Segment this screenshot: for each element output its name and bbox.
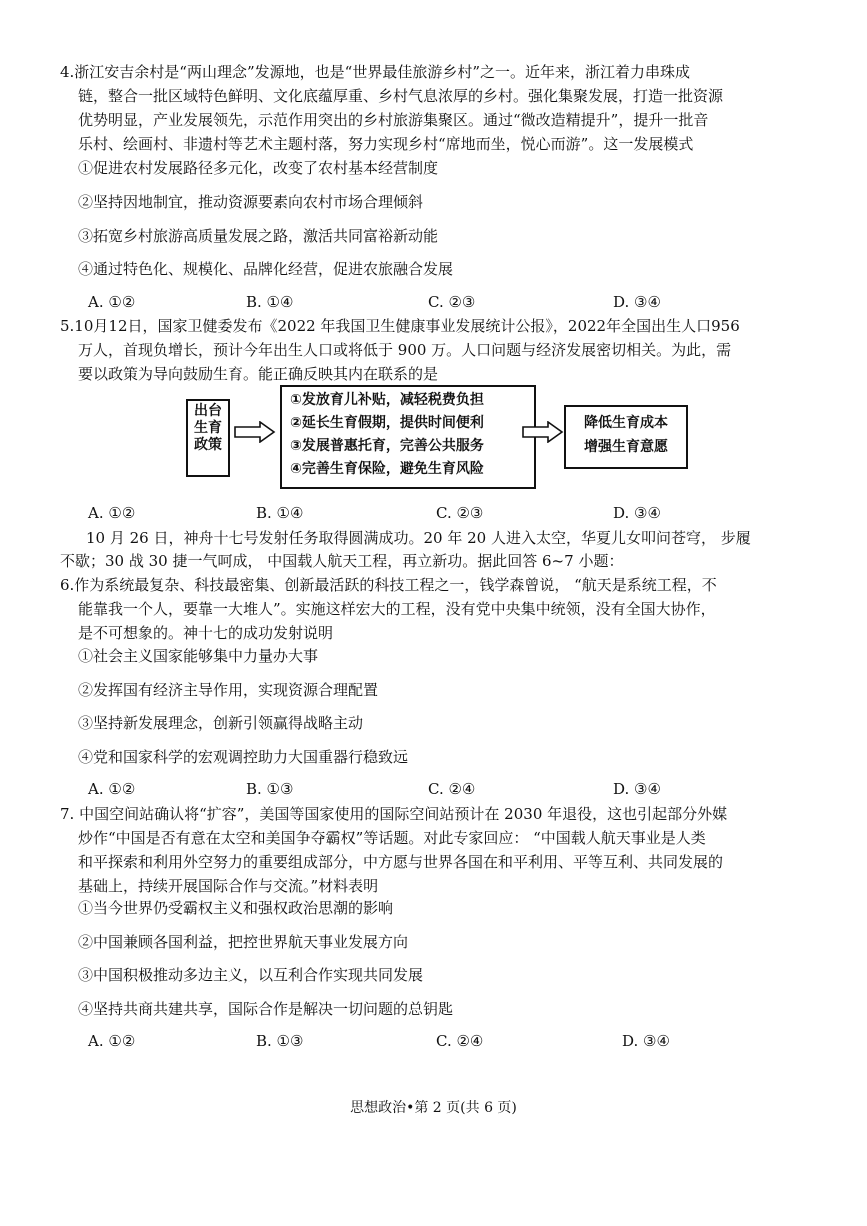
q5-stem-line-3: 要以政策为导向鼓励生育。能正确反映其内在联系的是	[78, 365, 439, 383]
diagram-measure-2: ②延长生育假期，提供时间便利	[290, 415, 484, 431]
q5-option-a[interactable]: A. ①②	[88, 504, 136, 522]
q6-item-2: ②发挥国有经济主导作用，实现资源合理配置	[78, 681, 379, 699]
q7-option-c[interactable]: C. ②④	[436, 1032, 484, 1050]
q7-item-4: ④坚持共商共建共享，国际合作是解决一切问题的总钥匙	[78, 1000, 454, 1018]
q4-stem-line-1: 4.浙江安吉余村是“两山理念”发源地，也是“世界最佳旅游乡村”之一。近年来，浙江着力串珠成	[60, 63, 690, 81]
q7-options	[88, 1031, 768, 1051]
policy-flow-diagram	[186, 385, 686, 485]
q4-item-4: ④通过特色化、规模化、品牌化经营，促进农旅融合发展	[78, 260, 454, 278]
diagram-measure-3: ③发展普惠托育，完善公共服务	[290, 438, 484, 454]
q5-option-c[interactable]: C. ②③	[436, 504, 484, 522]
q4-item-1: ①促进农村发展路径多元化，改变了农村基本经营制度	[78, 159, 439, 177]
q6-options	[88, 779, 768, 799]
diagram-measures-box	[280, 385, 536, 489]
q6-stem-line-1: 6.作为系统最复杂、科技最密集、创新最活跃的科技工程之一，钱学森曾说， “航天是系统工程，不	[60, 576, 717, 594]
q5-stem-line-1: 5.10月12日，国家卫健委发布《2022 年我国卫生健康事业发展统计公报》，2022年全国出生人口956	[60, 317, 740, 335]
q5-option-b[interactable]: B. ①④	[256, 504, 304, 522]
q7-stem-line-2: 炒作“中国是否有意在太空和美国争夺霸权”等话题。对此专家回应： “中国载人航天事业是人类	[78, 829, 706, 847]
q7-item-2: ②中国兼顾各国利益，把控世界航天事业发展方向	[78, 933, 409, 951]
diagram-result-2: 增强生育意愿	[584, 439, 668, 455]
diagram-measure-4: ④完善生育保险，避免生育风险	[290, 461, 484, 477]
arrow-right-icon	[522, 421, 564, 443]
q7-item-1: ①当今世界仍受霸权主义和强权政治思潮的影响	[78, 899, 394, 917]
q4-option-d[interactable]: D. ③④	[613, 293, 661, 311]
q4-option-b[interactable]: B. ①④	[246, 293, 294, 311]
q4-stem-line-4: 乐村、绘画村、非遗村等艺术主题村落，努力实现乡村“席地而坐，悦心而游”。这一发展模式	[78, 135, 694, 153]
diagram-policy-box: 出台生育政策	[186, 399, 230, 477]
q7-option-d[interactable]: D. ③④	[622, 1032, 670, 1050]
q7-option-a[interactable]: A. ①②	[88, 1032, 136, 1050]
q6-item-4: ④党和国家科学的宏观调控助力大国重器行稳致远	[78, 748, 409, 766]
q7-item-3: ③中国积极推动多边主义，以互利合作实现共同发展	[78, 966, 424, 984]
q6-stem-line-3: 是不可想象的。神十七的成功发射说明	[78, 624, 334, 642]
q4-stem-line-3: 优势明显，产业发展领先，示范作用突出的乡村旅游集聚区。通过“微改造精提升”，提升一批音	[78, 111, 709, 129]
intro-line-2: 不歇；30 战 30 捷一气呵成， 中国载人航天工程，再立新功。据此回答 6~7 小题：	[60, 552, 624, 570]
arrow-right-icon	[234, 421, 276, 443]
page-footer: 思想政治•第 2 页(共 6 页)	[350, 1100, 517, 1116]
diagram-measure-1: ①发放育儿补贴，减轻税费负担	[290, 392, 484, 408]
q4-stem-line-2: 链，整合一批区域特色鲜明、文化底蕴厚重、乡村气息浓厚的乡村。强化集聚发展，打造一批资源	[78, 87, 724, 105]
diagram-result-1: 降低生育成本	[584, 415, 668, 431]
q6-item-3: ③坚持新发展理念，创新引领赢得战略主动	[78, 714, 364, 732]
q4-options	[88, 292, 768, 312]
q4-option-c[interactable]: C. ②③	[428, 293, 476, 311]
q6-option-a[interactable]: A. ①②	[88, 780, 136, 798]
q4-option-a[interactable]: A. ①②	[88, 293, 136, 311]
q7-stem-line-3: 和平探索和利用外空努力的重要组成部分，中方愿与世界各国在和平利用、平等互利、共同发展的	[78, 853, 724, 871]
diagram-result-box	[564, 405, 688, 469]
q6-option-d[interactable]: D. ③④	[613, 780, 661, 798]
q5-option-d[interactable]: D. ③④	[613, 504, 661, 522]
q5-options	[88, 503, 768, 523]
q4-item-3: ③拓宽乡村旅游高质量发展之路，激活共同富裕新动能	[78, 227, 439, 245]
q6-option-c[interactable]: C. ②④	[428, 780, 476, 798]
q4-item-2: ②坚持因地制宜，推动资源要素向农村市场合理倾斜	[78, 193, 424, 211]
q6-option-b[interactable]: B. ①③	[246, 780, 294, 798]
intro-line-1: 10 月 26 日，神舟十七号发射任务取得圆满成功。20 年 20 人进入太空，华夏儿女叩问苍穹， 步履	[86, 529, 751, 547]
q7-stem-line-1: 7. 中国空间站确认将“扩容”，美国等国家使用的国际空间站预计在 2030 年退役，这也引起部分外媒	[60, 805, 728, 823]
q6-item-1: ①社会主义国家能够集中力量办大事	[78, 647, 319, 665]
q7-option-b[interactable]: B. ①③	[256, 1032, 304, 1050]
q5-stem-line-2: 万人，首现负增长，预计今年出生人口或将低于 900 万。人口问题与经济发展密切相关。为此，需	[78, 341, 732, 359]
q6-stem-line-2: 能靠我一个人，要靠一大堆人”。实施这样宏大的工程，没有党中央集中统领，没有全国大协作，	[78, 600, 716, 618]
q7-stem-line-4: 基础上，持续开展国际合作与交流。”材料表明	[78, 877, 379, 895]
